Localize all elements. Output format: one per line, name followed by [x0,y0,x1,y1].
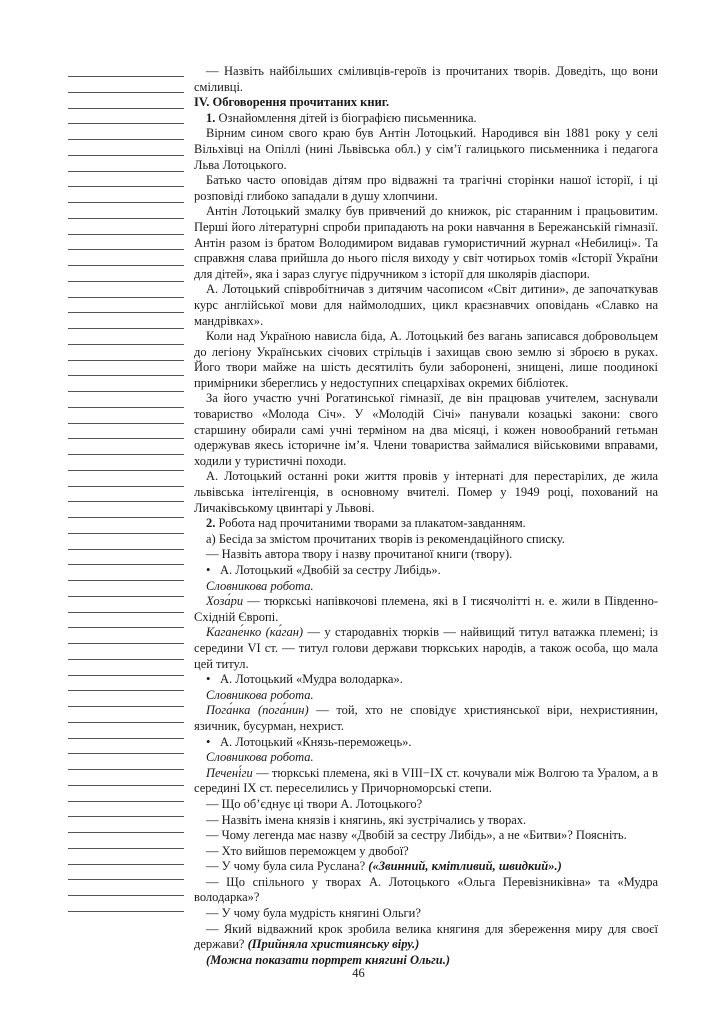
text-span: Батько часто оповідав дітям про відважні та трагічні сторінки нашої історії, і ці розповіді глибоко западали в душу хлопчини. [194,173,658,203]
text-span: 1. [206,110,216,125]
text-span: Вірним сином свого краю був Антін Лотоцький. Народився він 1881 року у селі Вільхівці на Опіллі (нині Львівська обл.) у сім’ї галицького письменника і педагога Льва Лотоцького. [194,126,658,172]
margin-line [68,202,184,203]
margin-line [68,895,184,896]
paragraph [194,906,658,922]
margin-line [68,155,184,156]
text-span: — у стародавніх тюрків — найвищий титул ватажка племені; із середини VI ст. — титул голови держави тюркських народів, а також особа, що мала цей титул. [194,625,658,671]
margin-line [68,612,184,613]
bullet-marker: • [206,672,211,687]
paragraph [194,391,658,469]
text-span: — Що спільного у творах А. Лотоцького «Ольга Перевізниківна» та «Мудра володарка»? [194,874,658,905]
paragraph [194,625,658,672]
margin-line [68,659,184,660]
margin-line [68,407,184,408]
margin-note-lines [68,0,184,1024]
text-span: А. Лотоцький співробітничав з дитячим часописом «Світ дитини», де започаткував курс англійської мови для наймолодших, цикл краєзнавчих оповідань «Славко на мандрівках». [194,282,658,328]
bullet-marker: • [206,734,211,749]
bullet-item [194,735,658,751]
margin-line [68,344,184,345]
margin-line [68,486,184,487]
margin-line [68,738,184,739]
margin-line [68,564,184,565]
text-span: а) Бесіда за змістом прочитаних творів із рекомендаційного списку. [206,531,565,546]
margin-line [68,769,184,770]
paragraph [194,828,658,844]
paragraph [194,516,658,532]
margin-line [68,123,184,124]
margin-line [68,643,184,644]
margin-line [68,470,184,471]
text-span: Словникова робота. [206,750,314,765]
paragraph [194,547,658,563]
text-span: Коли над Україною нависла біда, А. Лотоцький без вагань записався добровольцем до легіону Українських січових стрільців і захищав свою землю зі зброєю в руках. Його твори майже на шість десятиліть були заборонені, знищені, лише поодинокі примірники збереглись у недоступних спецархівах окремих бібліотек. [194,329,658,390]
paragraph [194,922,658,953]
text-span: Пога́нка (пога́нин) [206,703,309,718]
text-span: («Звинний, кмітливий, швидкий».) [368,859,562,874]
text-span: — Назвіть автора твору і назву прочитаної книги (твору). [206,547,513,562]
margin-line [68,438,184,439]
paragraph [194,64,658,95]
margin-line [68,234,184,235]
paragraph [194,126,658,173]
margin-line [68,675,184,676]
margin-line [68,171,184,172]
paragraph [194,282,658,329]
margin-line [68,360,184,361]
text-span: Антін Лотоцький змалку був привчений до книжок, ріс старанним і працьовитим. Перші його літературні спроби припадають на роки навчання в Бережанській гімназії. Антін разом із братом Володимиром видавав гумористичний журнал «Небилиці». Та справжня слава прийшла до нього після виходу у світ чотирьох томів «Історії України для дітей», яка і зараз слугує підручником з історії для школярів діаспори. [194,204,658,281]
lesson-text [194,64,658,968]
paragraph [194,469,658,516]
margin-line [68,328,184,329]
text-span: — Чому легенда має назву «Двобій за сестру Либідь», а не «Битви»? Поясніть. [206,828,627,843]
margin-line [68,580,184,581]
margin-line [68,911,184,912]
margin-line [68,312,184,313]
margin-line [68,690,184,691]
text-span: — Назвіть найбільших сміливців-героїв із прочитаних творів. Доведіть, що вони сміливці. [194,64,658,94]
margin-line [68,832,184,833]
paragraph [194,703,658,734]
paragraph [194,875,658,906]
bullet-item [194,672,658,688]
page-number: 46 [352,966,365,980]
paragraph [194,750,658,766]
text-span: А. Лотоцький останні роки життя провів у інтернаті для перестарілих, де жила львівська інтелігенція, в основному вчителі. Помер у 1949 році, похований на Личаківському цвинтарі у Львові. [194,469,658,515]
text-span: — У чому була сила Руслана? [206,859,369,874]
paragraph [194,95,658,111]
text-span: 2. [206,516,216,531]
margin-line [68,391,184,392]
margin-line [68,753,184,754]
text-span: (Прийняла християнську віру.) [247,937,420,952]
text-span: — Що об’єднує ці твори А. Лотоцького? [206,796,423,811]
text-span: — Хто вийшов переможцем у двобої? [206,843,409,858]
paragraph [194,688,658,704]
margin-line [68,281,184,282]
paragraph [194,579,658,595]
margin-line [68,549,184,550]
paragraph [194,766,658,797]
text-span: (Можна показати портрет княгині Ольги.) [206,952,450,967]
paragraph [194,844,658,860]
margin-line [68,218,184,219]
paragraph [194,813,658,829]
margin-line [68,864,184,865]
margin-line [68,627,184,628]
text-span: Ознайомлення дітей із біографією письменника. [215,110,477,125]
text-span: Кагане́нко (ка́ган) [206,625,304,640]
margin-line [68,517,184,518]
paragraph [194,204,658,282]
text-span: За його участю учні Рогатинської гімназії, де він працював учителем, заснували товариство «Молода Січ». У «Молодій Січі» панували козацькі закони: свого старшину обирали самі учні терміном на два місяці, і кожен новообраний гетьман одержував якесь історичне ім’я. Члени товариства займалися військовими вправами, ходили у туристичні походи. [194,391,658,468]
bullet-item [194,563,658,579]
margin-line [68,816,184,817]
text-span: IV. Обговорення прочитаних книг. [194,95,390,110]
margin-line [68,596,184,597]
paragraph [194,173,658,204]
margin-line [68,92,184,93]
paragraph [194,594,658,625]
margin-line [68,454,184,455]
margin-line [68,501,184,502]
margin-line [68,801,184,802]
margin-line [68,722,184,723]
margin-line [68,297,184,298]
paragraph [194,797,658,813]
paragraph [194,532,658,548]
bullet-marker: • [206,563,211,577]
text-span: Печені́ги [206,765,253,780]
margin-line [68,265,184,266]
text-span: А. Лотоцький «Князь-переможець». [220,734,412,749]
text-span: — той, хто не сповідує християнської віри, нехристиянин, язичник, бусурман, нехрист. [194,703,658,733]
margin-line [68,139,184,140]
text-span: — Назвіть імена князів і княгинь, які зустрічались у творах. [206,812,527,827]
margin-line [68,533,184,534]
margin-line [68,706,184,707]
text-span: А. Лотоцький «Двобій за сестру Либідь». [220,563,441,577]
paragraph [194,859,658,875]
text-span: — тюркські племена, які в VIII−IX ст. кочували між Волгою та Уралом, а в середині IX ст. переселились у Причорноморські степи. [194,765,658,796]
margin-line [68,375,184,376]
margin-line [68,879,184,880]
margin-line [68,76,184,77]
margin-line [68,785,184,786]
text-span: — тюркські напівкочові племена, які в І тисячолітті н. е. жили в Південно-Східній Європі. [194,594,658,624]
text-span: Хоза́ри [206,594,244,609]
text-span: Словникова робота. [206,687,314,702]
text-span: Словникова робота. [206,578,314,593]
margin-line [68,186,184,187]
margin-line [68,423,184,424]
text-span: А. Лотоцький «Мудра володарка». [220,672,403,687]
paragraph [194,111,658,127]
text-span: — Який відважний крок зробила велика княгиня для збереження миру для своєї держави? [194,921,658,952]
margin-line [68,249,184,250]
text-span: — У чому була мудрість княгині Ольги? [206,906,421,921]
margin-line [68,848,184,849]
paragraph [194,329,658,391]
margin-line [68,108,184,109]
text-span: Робота над прочитаними творами за плакатом-завданням. [215,516,526,531]
